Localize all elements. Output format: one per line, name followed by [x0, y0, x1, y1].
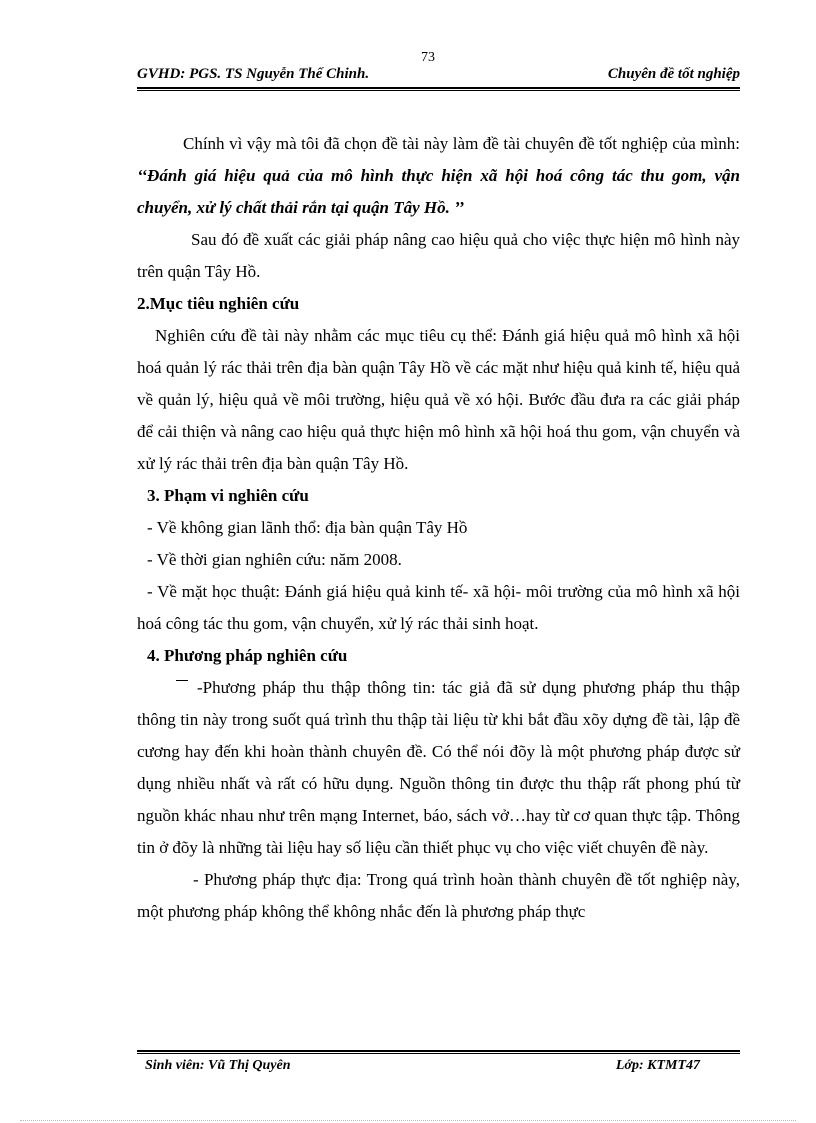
footer-class: Lớp: KTMT47 — [615, 1058, 700, 1073]
section-heading-scope: 3. Phạm vi nghiên cứu — [147, 486, 309, 505]
header-supervisor: GVHD: PGS. TS Nguyễn Thế Chinh. — [137, 66, 370, 82]
page-edge-divider — [20, 1120, 796, 1121]
document-body — [137, 128, 740, 928]
intro-lead-text: Chính vì vậy mà tôi đã chọn đề tài này làm đề tài chuyên đề tốt nghiệp của mình: — [183, 134, 740, 153]
scope-item-time: - Về thời gian nghiên cứu: năm 2008. — [147, 550, 402, 569]
method-field: - Phương pháp thực địa: Trong quá trình hoàn thành chuyên đề tốt nghiệp này, một phương pháp không thể không nhắc đến là phương pháp thực — [137, 870, 740, 921]
section-heading-objectives: 2.Mục tiêu nghiên cứu — [137, 294, 300, 313]
scope-item-academic: - Về mặt học thuật: Đánh giá hiệu quả kinh tế- xã hội- môi trường của mô hình xã hội hoá công tác thu gom, vận chuyển, xử lý rác thải sinh hoạt. — [137, 582, 740, 633]
method-data-collection: -Phương pháp thu thập thông tin: tác giả đã sử dụng phương pháp thu thập thông tin này trong suốt quá trình thu thập tài liệu từ khi bắt đầu xõy dựng đề tài, lập đề cương hay đến khi hoàn thành chuyên đề. Có thể nói đõy là một phương pháp được sử dụng nhiều nhất và rất có hữu dụng. Nguồn thông tin được thu thập rất phong phú từ nguồn khác nhau như trên mạng Internet, báo, sách vở…hay từ cơ quan thực tập. Thông tin ở đõy là những tài liệu hay số liệu cần thiết phục vụ cho việc viết chuyên đề này. — [137, 678, 740, 857]
scope-item-territory: - Về không gian lãnh thổ: địa bàn quận Tây Hồ — [147, 518, 468, 537]
footer-rule — [137, 1050, 740, 1054]
intro-paragraph — [137, 128, 740, 224]
page-footer — [137, 1058, 740, 1078]
footer-student: Sinh viên: Vũ Thị Quyên — [145, 1058, 291, 1073]
section-heading-methods: 4. Phương pháp nghiên cứu — [147, 646, 348, 665]
objectives-paragraph: Nghiên cứu đề tài này nhằm các mục tiêu cụ thể: Đánh giá hiệu quả mô hình xã hội hoá quản lý rác thải trên địa bàn quận Tây Hồ về các mặt như hiệu quả kinh tế, hiệu quả về quản lý, hiệu quả về môi trường, hiệu quả về xó hội. Bước đầu đưa ra các giải pháp để cải thiện và nâng cao hiệu quả thực hiện mô hình xã hội hoá thu gom, vận chuyển và xử lý rác thải trên địa bàn quận Tây Hồ. — [137, 326, 740, 473]
stray-mark — [176, 680, 188, 681]
page-number: 73 — [421, 50, 435, 65]
proposal-paragraph: Sau đó đề xuất các giải pháp nâng cao hiệu quả cho việc thực hiện mô hình này trên quận Tây Hồ. — [137, 230, 740, 281]
thesis-title: ‘‘Đánh giá hiệu quả của mô hình thực hiện xã hội hoá công tác thu gom, vận chuyển, xử lý chất thải rắn tại quận Tây Hồ. ’’ — [137, 166, 740, 217]
header-doc-type: Chuyên đề tốt nghiệp — [607, 66, 740, 82]
header-rule — [137, 87, 740, 91]
page-header — [137, 66, 740, 86]
